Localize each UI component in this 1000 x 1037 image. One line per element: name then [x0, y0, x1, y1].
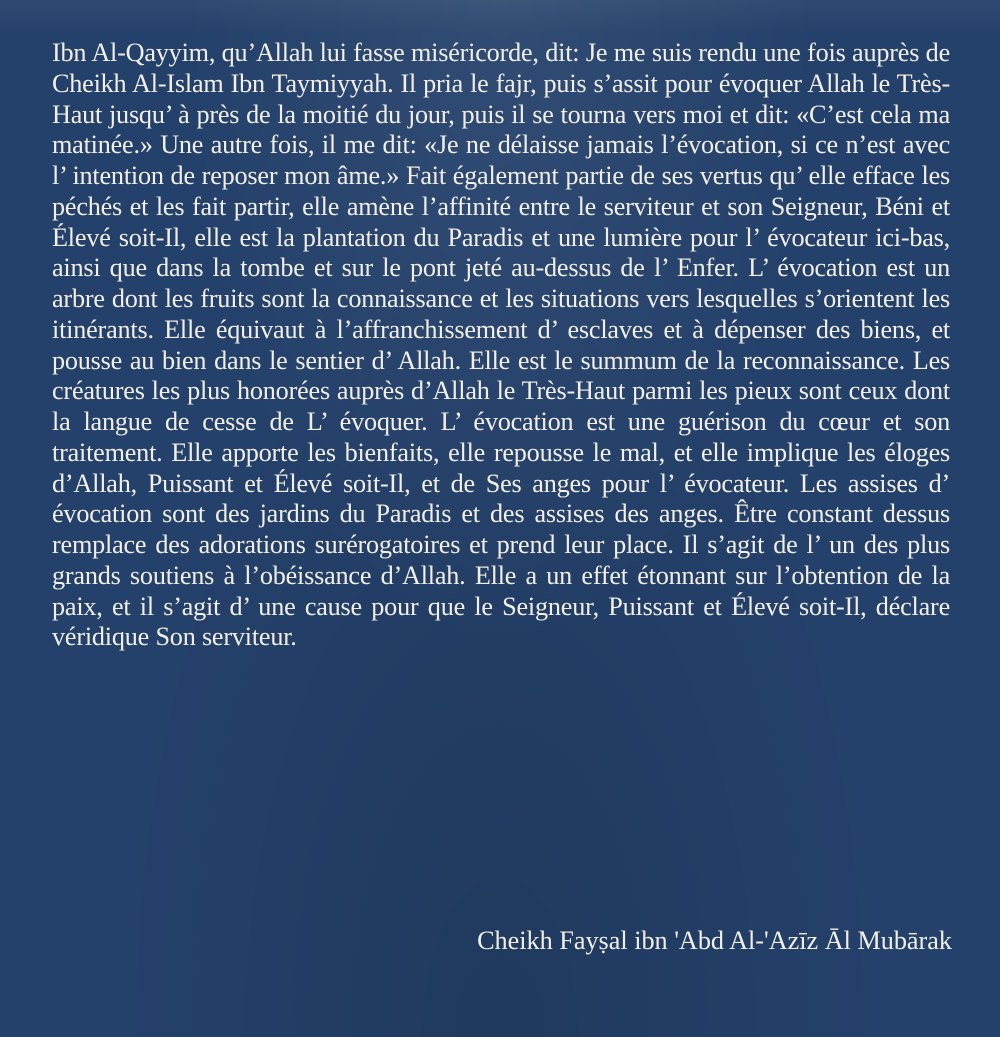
quote-paragraph: Ibn Al-Qayyim, qu’Allah lui fasse miséricorde, dit: Je me suis rendu une fois auprès de Cheikh Al-Islam Ibn Taymiyyah. Il pria le fajr, puis s’assit pour évoquer Allah le Très-Haut jusqu’ à près de la moitié du jour, puis il se tourna vers moi et dit: «C’est cela ma matinée.» Une autre fois, il me dit: «Je ne délaisse jamais l’évocation, si ce n’est avec l’ intention de reposer mon âme.» Fait également partie de ses vertus qu’ elle efface les péchés et les fait partir, elle amène l’affinité entre le serviteur et son Seigneur, Béni et Élevé soit-Il, elle est la plantation du Paradis et une lumière pour l’ évocateur ici-bas, ainsi que dans la tombe et sur le pont jeté au-dessus de l’ Enfer. L’ évocation est un arbre dont les fruits sont la connaissance et les situations vers lesquelles s’orientent les itinérants. Elle équivaut à l’affranchissement d’ esclaves et à dépenser des biens, et pousse au bien dans le sentier d’ Allah. Elle est le summum de la reconnaissance. Les créatures les plus honorées auprès d’Allah le Très-Haut parmi les pieux sont ceux dont la langue de cesse de L’ évoquer. L’ évocation est une guérison du cœur et son traitement. Elle apporte les bienfaits, elle repousse le mal, et elle implique les éloges d’Allah, Puissant et Élevé soit-Il, et de Ses anges pour l’ évocateur. Les assises d’ évocation sont des jardins du Paradis et des assises des anges. Être constant dessus remplace des adorations surérogatoires et prend leur place. Il s’agit de l’ un des plus grands soutiens à l’obéissance d’Allah. Elle a un effet étonnant sur l’obtention de la paix, et il s’agit d’ une cause pour que le Seigneur, Puissant et Élevé soit-Il, déclare véridique Son serviteur. [52, 38, 950, 652]
author-signature: Cheikh Fayṣal ibn 'Abd Al-'Azīz Āl Mubārak [477, 926, 952, 955]
cover-top-band [0, 0, 1000, 34]
